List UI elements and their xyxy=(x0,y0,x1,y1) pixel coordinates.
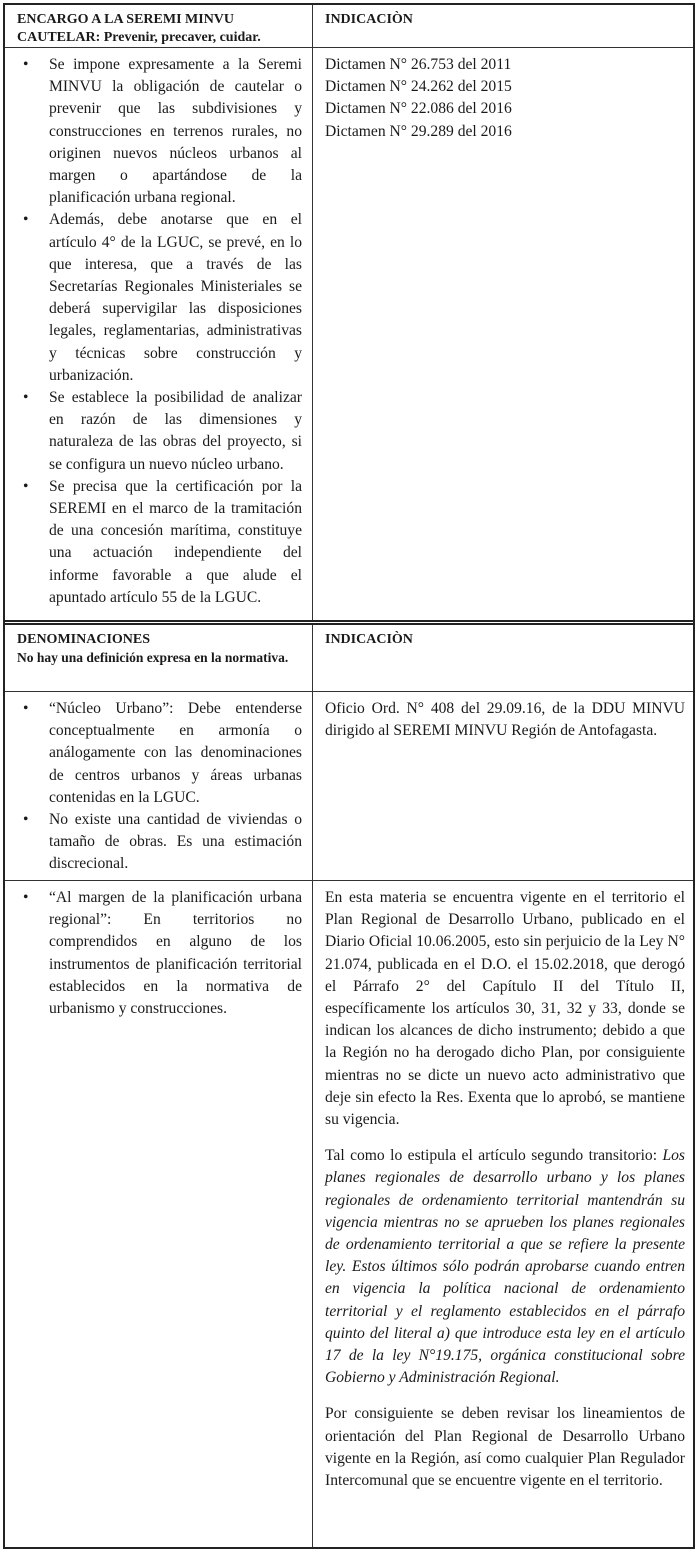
paragraph-vigencia: En esta materia se encuentra vigente en el territorio el Plan Regional de Desarrollo Urbano, publicado en el Diario Oficial 10.06.2005, esto sin perjuicio de la Ley N° 21.074, publicada en el D.O. el 15.02.2018, que derogó el Párrafo 2° del Capítulo II del Título II, específicamente los artículos 30, 31, 32 y 33, donde se indican los alcances de dicho instrumento; debido a que la Región no ha derogado dicho Plan, por consiguiente mientras no se dicte un nuevo acto administrativo que deje sin efecto la Res. Exenta que lo aprobó, se mantiene su vigencia. xyxy=(325,889,685,1129)
list-item: • Además, debe anotarse que en el artículo 4° de la LGUC, se prevé, en lo que interesa, que a través de las Secretarías Regionales Ministeriales se deberá supervigilar las disposiciones legales, reglamentarias, administrativas y técnicas sobre construcción y urbanización. xyxy=(17,209,302,387)
list-item: • Se precisa que la certificación por la SEREMI en el marco de la tramitación de una concesión marítima, constituye una actuación independiente del informe favorable a que alude el apuntado artículo 55 de la LGUC. xyxy=(17,476,302,609)
table-row xyxy=(5,692,693,881)
header-title: DENOMINACIONES xyxy=(17,632,151,647)
header-right: INDICACIÒN xyxy=(325,632,413,647)
document-table xyxy=(3,3,695,1549)
table-row xyxy=(5,48,693,625)
transitorio-quote: Los planes regionales de desarrollo urbano y los planes regionales de ordenamiento territorial mantendrán su vigencia mientras no se aprueben los planes regionales de ordenamiento territorial a que se refiere la presente ley. Estos últimos sólo podrán aprobarse cuando entren en vigencia la política nacional de ordenamiento territorial y el reglamento establecidos en el párrafo quinto del literal a) que introduce esta ley en el artículo 17 de la ley N°19.175, orgánica constitucional sobre Gobierno y Administración Regional. xyxy=(325,1147,685,1387)
reference-cell xyxy=(313,48,693,620)
list-item: • Se establece la posibilidad de analizar en razón de las dimensiones y naturaleza de las obras del proyecto, si se configura un nuevo núcleo urbano. xyxy=(17,387,302,476)
section-2-header xyxy=(5,625,693,692)
dictamen-line: Dictamen N° 26.753 del 2011 xyxy=(325,56,512,73)
bullet-cell xyxy=(5,881,313,1547)
dictamen-line: Dictamen N° 22.086 del 2016 xyxy=(325,100,512,118)
reference-cell xyxy=(313,881,693,1547)
bullet-cell xyxy=(5,48,313,620)
header-left xyxy=(5,625,313,691)
dictamen-line: Dictamen N° 24.262 del 2015 xyxy=(325,78,512,96)
transitorio-intro: Tal como lo estipula el artículo segundo transitorio: xyxy=(325,1147,658,1165)
header-subtitle: No hay una definición expresa en la normativa. xyxy=(17,650,289,665)
dictamen-line: Dictamen N° 29.289 del 2016 xyxy=(325,122,512,140)
header-title: ENCARGO A LA SEREMI MINVU xyxy=(17,12,235,27)
paragraph-conclusion: Por consiguiente se deben revisar los lineamientos de orientación del Plan Regional de Desarrollo Urbano vigente en la Región, así como cualquier Plan Regulador Intercomunal que se encuentre vigente en el territorio. xyxy=(325,1405,685,1490)
paragraph-transitorio xyxy=(325,1145,685,1389)
table-row xyxy=(5,881,693,1547)
reference-cell xyxy=(313,692,693,880)
reference-text: Oficio Ord. N° 408 del 29.09.16, de la DDU MINVU dirigido al SEREMI MINVU Región de Antofagasta. xyxy=(325,700,685,740)
list-item: • Se impone expresamente a la Seremi MINVU la obligación de cautelar o prevenir que las subdivisiones y construcciones en terrenos rurales, no originen nuevos núcleos urbanos al margen o apartándose de la planificación urbana regional. xyxy=(17,54,302,209)
section-1-header xyxy=(5,5,693,48)
header-right: INDICACIÒN xyxy=(325,12,413,27)
list-item: • “Núcleo Urbano”: Debe entenderse conceptualmente en armonía o análogamente con las denominaciones de centros urbanos y áreas urbanas contenidas en la LGUC. xyxy=(17,698,302,809)
list-item: • No existe una cantidad de viviendas o tamaño de obras. Es una estimación discrecional. xyxy=(17,809,302,876)
header-left xyxy=(5,5,313,47)
bullet-cell xyxy=(5,692,313,880)
header-subtitle: CAUTELAR: Prevenir, precaver, cuidar. xyxy=(17,30,261,45)
list-item: • “Al margen de la planificación urbana regional”: En territorios no comprendidos en alguno de los instrumentos de planificación territorial establecidos en la normativa de urbanismo y construcciones. xyxy=(17,887,302,1020)
